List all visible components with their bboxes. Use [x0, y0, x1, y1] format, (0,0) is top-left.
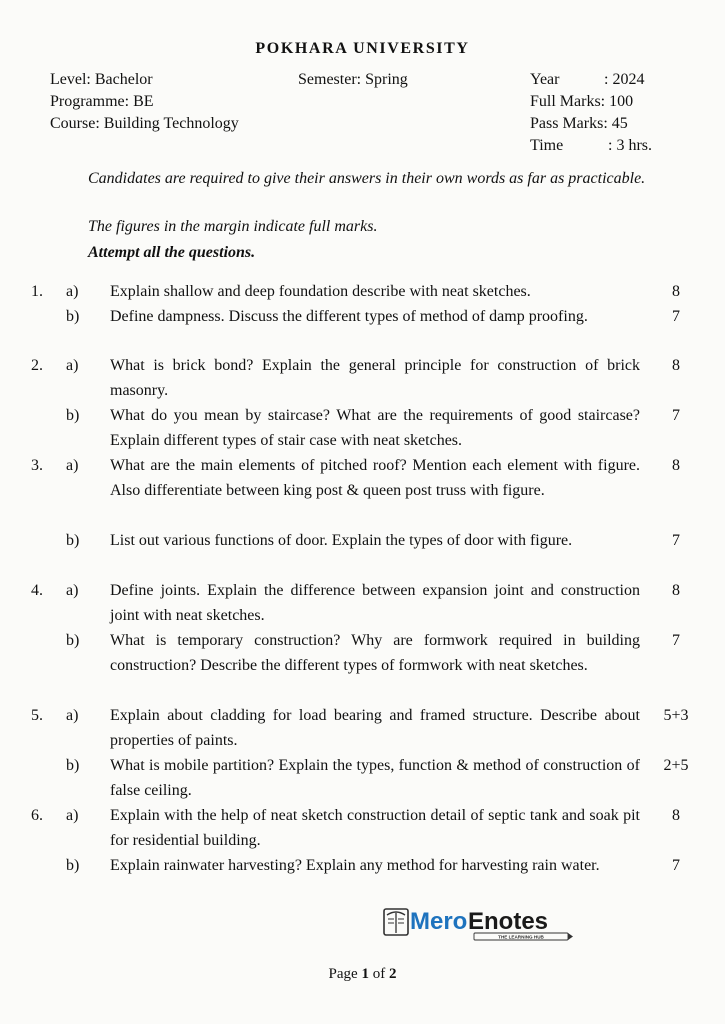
- question-number: 6.: [31, 807, 43, 824]
- part-label: b): [66, 407, 80, 424]
- question-text: Explain about cladding for load bearing and framed structure. Describe about properties of paints.: [110, 707, 640, 749]
- instruction-own-words: Candidates are required to give their answers in their own words as far as practicable.: [88, 170, 646, 187]
- question-text: Explain with the help of neat sketch construction detail of septic tank and soak pit for residential building.: [110, 807, 640, 849]
- question-marks: 8: [672, 357, 680, 374]
- part-label: b): [66, 857, 80, 874]
- page-number: 1: [361, 966, 369, 982]
- question-text: What are the main elements of pitched roof? Mention each element with figure. Also differentiate between king post & queen post truss with figure.: [110, 457, 640, 499]
- question-marks: 5+3: [663, 707, 689, 724]
- part-label: b): [66, 632, 80, 649]
- question-marks: 7: [672, 857, 680, 874]
- part-label: a): [66, 582, 79, 599]
- part-label: a): [66, 807, 79, 824]
- logo-enotes: Enotes: [468, 908, 549, 935]
- part-label: a): [66, 283, 79, 300]
- question-marks: 7: [672, 407, 680, 424]
- question-text: What do you mean by staircase? What are the requirements of good staircase? Explain different types of stair case with neat sketches.: [110, 407, 640, 449]
- pencil-tip: [568, 933, 573, 940]
- logo-mero: Mero: [410, 908, 468, 935]
- part-label: b): [66, 532, 80, 549]
- full-marks-text: Full Marks: 100: [530, 93, 634, 110]
- programme-text: Programme: BE: [50, 93, 154, 110]
- of-word: of: [372, 966, 386, 982]
- question-marks: 2+5: [663, 757, 689, 774]
- question-marks: 7: [672, 532, 680, 549]
- question-text: What is mobile partition? Explain the types, function & method of construction of false ceiling.: [110, 757, 640, 799]
- pass-marks-text: Pass Marks: 45: [530, 115, 628, 132]
- part-label: b): [66, 757, 80, 774]
- question-text: Explain rainwater harvesting? Explain any method for harvesting rain water.: [110, 857, 600, 874]
- book-icon: [384, 909, 408, 935]
- year-label: Year: [530, 71, 560, 88]
- part-label: a): [66, 707, 79, 724]
- page-total: 2: [388, 966, 397, 982]
- meroenotes-logo-graphic: [382, 903, 574, 943]
- question-number: 3.: [31, 457, 43, 474]
- instruction-attempt-all: Attempt all the questions.: [88, 244, 256, 261]
- question-marks: 8: [672, 283, 680, 300]
- time-value: : 3 hrs.: [608, 137, 652, 154]
- time-label: Time: [530, 137, 564, 154]
- question-text: Define joints. Explain the difference between expansion joint and construction joint with neat sketches.: [110, 582, 640, 624]
- logo-tagline: THE LEARNING HUB: [498, 934, 544, 940]
- question-text: What is brick bond? Explain the general principle for construction of brick masonry.: [110, 357, 640, 399]
- question-number: 4.: [31, 582, 43, 599]
- course-text: Course: Building Technology: [50, 115, 239, 132]
- question-text: What is temporary construction? Why are formwork required in building construction? Describe the different types of formwork with neat sketches.: [110, 632, 640, 674]
- part-label: a): [66, 357, 79, 374]
- year-value: : 2024: [604, 71, 645, 88]
- semester-text: Semester: Spring: [298, 71, 408, 88]
- level-text: Level: Bachelor: [50, 71, 153, 88]
- part-label: b): [66, 308, 80, 325]
- question-text: Define dampness. Discuss the different types of method of damp proofing.: [110, 308, 588, 325]
- page-footer: [0, 966, 725, 983]
- question-text: List out various functions of door. Explain the types of door with figure.: [110, 532, 573, 549]
- question-marks: 7: [672, 308, 680, 325]
- question-marks: 8: [672, 457, 680, 474]
- meroenotes-logo: [382, 903, 574, 943]
- page-word: Page: [328, 966, 358, 982]
- university-title: POKHARA UNIVERSITY: [255, 40, 470, 57]
- instruction-margin-marks: The figures in the margin indicate full marks.: [88, 218, 378, 235]
- question-number: 1.: [31, 283, 43, 300]
- part-label: a): [66, 457, 79, 474]
- question-marks: 8: [672, 807, 680, 824]
- question-marks: 8: [672, 582, 680, 599]
- question-text: Explain shallow and deep foundation describe with neat sketches.: [110, 283, 531, 300]
- question-marks: 7: [672, 632, 680, 649]
- question-number: 5.: [31, 707, 43, 724]
- question-number: 2.: [31, 357, 43, 374]
